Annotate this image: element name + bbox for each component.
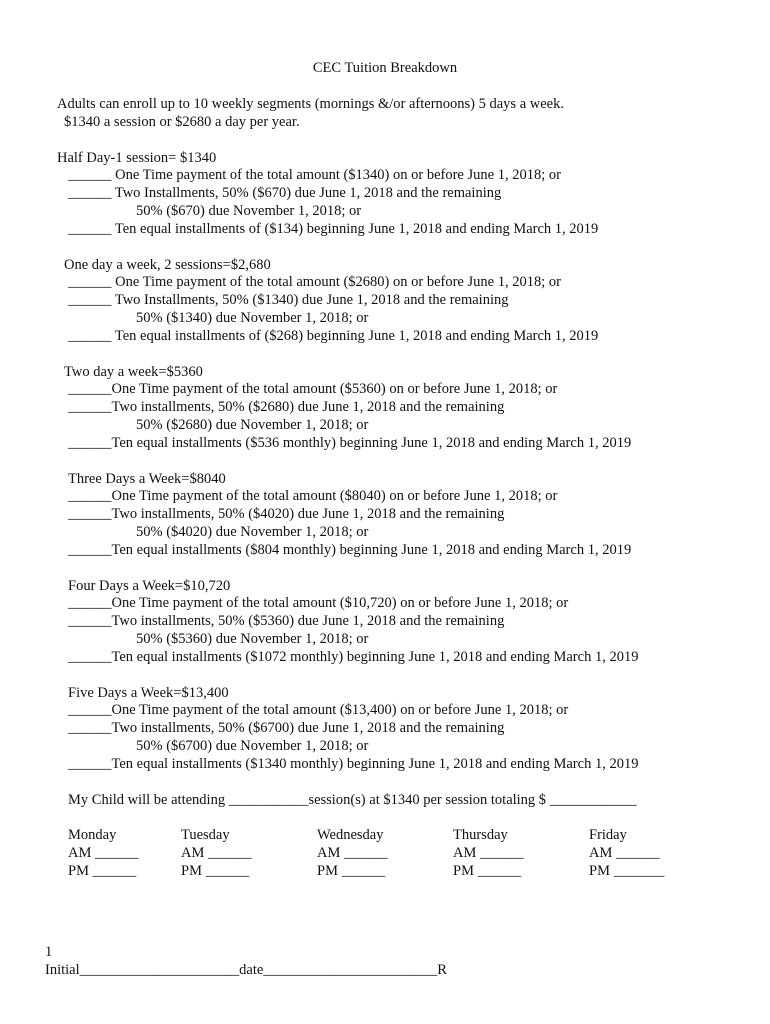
am-field: AM ______ bbox=[181, 845, 252, 861]
page-title: CEC Tuition Breakdown bbox=[312, 60, 458, 76]
page-number: 1 bbox=[45, 944, 53, 960]
option-one-time: ______One Time payment of the total amount ($8040) on or before June 1, 2018; or bbox=[68, 488, 558, 504]
day-column-wednesday bbox=[317, 826, 388, 880]
option-one-time: ______One Time payment of the total amount ($5360) on or before June 1, 2018; or bbox=[68, 381, 558, 397]
section-heading: Five Days a Week=$13,400 bbox=[68, 685, 229, 701]
option-ten-installments: ______Ten equal installments ($804 monthly) beginning June 1, 2018 and ending March 1, 2019 bbox=[68, 542, 632, 558]
day-label: Friday bbox=[589, 827, 627, 843]
pm-field: PM ______ bbox=[317, 863, 386, 879]
intro-line-2: $1340 a session or $2680 a day per year. bbox=[64, 114, 300, 130]
option-one-time: ______ One Time payment of the total amount ($2680) on or before June 1, 2018; or bbox=[68, 274, 561, 290]
day-column-tuesday bbox=[181, 826, 252, 880]
am-field: AM ______ bbox=[317, 845, 388, 861]
option-one-time: ______One Time payment of the total amount ($10,720) on or before June 1, 2018; or bbox=[68, 595, 569, 611]
option-one-time: ______ One Time payment of the total amount ($1340) on or before June 1, 2018; or bbox=[68, 167, 561, 183]
option-two-installments: ______ Two Installments, 50% ($670) due June 1, 2018 and the remaining bbox=[68, 185, 502, 201]
day-label: Thursday bbox=[453, 827, 508, 843]
option-two-installments-cont: 50% ($670) due November 1, 2018; or bbox=[136, 203, 362, 219]
option-one-time: ______One Time payment of the total amount ($13,400) on or before June 1, 2018; or bbox=[68, 702, 569, 718]
option-ten-installments: ______ Ten equal installments of ($134) beginning June 1, 2018 and ending March 1, 2019 bbox=[68, 221, 599, 237]
section-heading: Three Days a Week=$8040 bbox=[68, 471, 226, 487]
option-two-installments: ______Two installments, 50% ($6700) due June 1, 2018 and the remaining bbox=[68, 720, 505, 736]
am-field: AM ______ bbox=[453, 845, 524, 861]
option-ten-installments: ______Ten equal installments ($536 monthly) beginning June 1, 2018 and ending March 1, 2019 bbox=[68, 435, 632, 451]
option-ten-installments: ______Ten equal installments ($1340 monthly) beginning June 1, 2018 and ending March 1, 2019 bbox=[68, 756, 639, 772]
pm-field: PM ______ bbox=[453, 863, 522, 879]
section-heading: One day a week, 2 sessions=$2,680 bbox=[64, 257, 271, 273]
day-label: Monday bbox=[68, 827, 117, 843]
pm-field: PM ______ bbox=[181, 863, 250, 879]
option-two-installments: ______Two installments, 50% ($4020) due June 1, 2018 and the remaining bbox=[68, 506, 505, 522]
option-two-installments: ______Two installments, 50% ($5360) due June 1, 2018 and the remaining bbox=[68, 613, 505, 629]
section-heading: Half Day-1 session= $1340 bbox=[57, 150, 217, 166]
initial-date-line: Initial______________________date________________________R bbox=[45, 962, 447, 978]
option-ten-installments: ______ Ten equal installments of ($268) beginning June 1, 2018 and ending March 1, 2019 bbox=[68, 328, 599, 344]
am-field: AM ______ bbox=[589, 845, 660, 861]
day-column-thursday bbox=[453, 826, 524, 880]
attending-line: My Child will be attending ___________session(s) at $1340 per session totaling $ ____________ bbox=[68, 792, 637, 808]
day-label: Tuesday bbox=[181, 827, 230, 843]
pm-field: PM ______ bbox=[68, 863, 137, 879]
section-heading: Two day a week=$5360 bbox=[64, 364, 203, 380]
option-two-installments-cont: 50% ($6700) due November 1, 2018; or bbox=[136, 738, 369, 754]
day-label: Wednesday bbox=[317, 827, 384, 843]
option-two-installments-cont: 50% ($1340) due November 1, 2018; or bbox=[136, 310, 369, 326]
option-two-installments-cont: 50% ($4020) due November 1, 2018; or bbox=[136, 524, 369, 540]
option-two-installments: ______Two installments, 50% ($2680) due June 1, 2018 and the remaining bbox=[68, 399, 505, 415]
intro-line-1: Adults can enroll up to 10 weekly segments (mornings &/or afternoons) 5 days a week. bbox=[57, 96, 564, 112]
pm-field: PM _______ bbox=[589, 863, 665, 879]
day-column-friday bbox=[589, 826, 664, 880]
option-two-installments: ______ Two Installments, 50% ($1340) due June 1, 2018 and the remaining bbox=[68, 292, 509, 308]
option-two-installments-cont: 50% ($5360) due November 1, 2018; or bbox=[136, 631, 369, 647]
day-column-monday bbox=[68, 826, 139, 880]
am-field: AM ______ bbox=[68, 845, 139, 861]
section-heading: Four Days a Week=$10,720 bbox=[68, 578, 231, 594]
option-two-installments-cont: 50% ($2680) due November 1, 2018; or bbox=[136, 417, 369, 433]
option-ten-installments: ______Ten equal installments ($1072 monthly) beginning June 1, 2018 and ending March 1, 2019 bbox=[68, 649, 639, 665]
